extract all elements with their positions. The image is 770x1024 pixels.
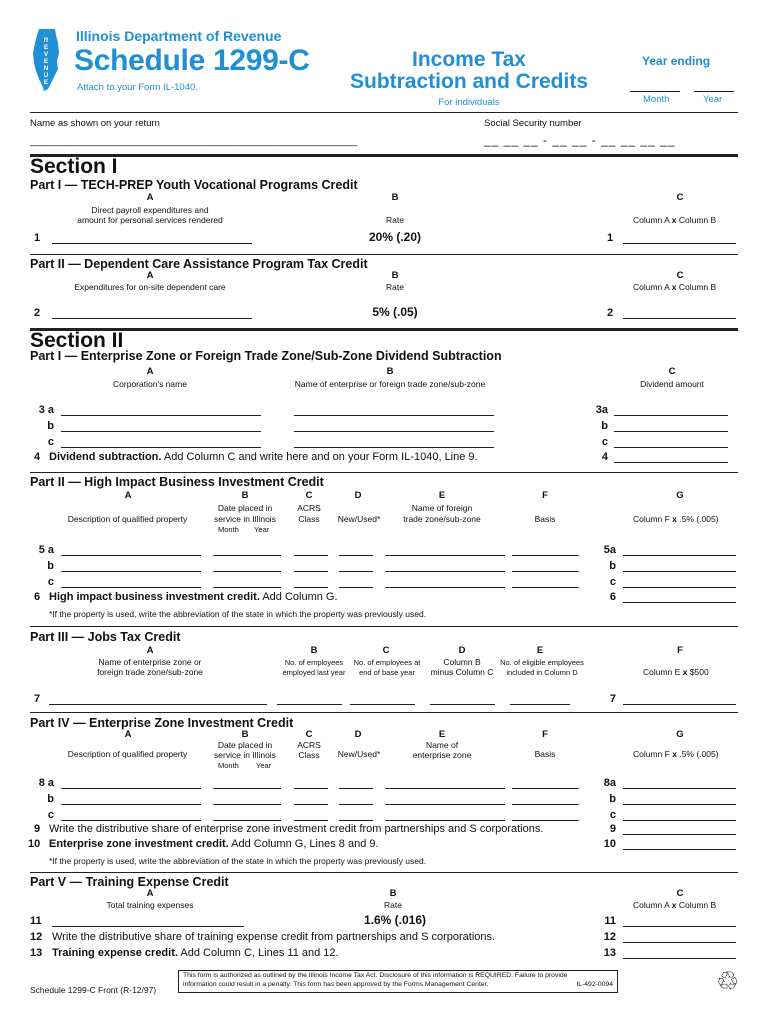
s1p1-col-c: C: [676, 192, 684, 203]
disclosure-line2: information could result in a penalty. This form has been approved by the Forms Management Center.: [183, 980, 489, 988]
s2p3-desc-e1: No. of eligible employees: [500, 658, 584, 667]
s2p2-col-b: B: [241, 490, 249, 501]
s2p2-footnote: *If the property is used, write the abbreviation of the state in which the property was previously used.: [49, 609, 427, 619]
s2p4-desc-e2: enterprise zone: [412, 750, 472, 760]
s2-line3c-label: c: [47, 436, 54, 448]
s2-line3c-zone[interactable]: [294, 447, 494, 448]
s1p2-desc-c: Column A x Column B: [633, 282, 717, 292]
disclosure-line2-row: [183, 981, 613, 990]
s2-line8b-newused[interactable]: [339, 804, 373, 805]
s2-line5b-date[interactable]: [213, 571, 281, 572]
s2-line3b-label: b: [47, 420, 54, 432]
s2-line9-amount[interactable]: [623, 834, 736, 835]
s2p4-col-a: A: [124, 729, 132, 740]
s2-line5a-label-g: 5a: [603, 544, 616, 556]
s2-line6-amount[interactable]: [623, 602, 736, 603]
s2-line8a-desc[interactable]: [61, 788, 201, 789]
s2-line8a-zone[interactable]: [385, 788, 505, 789]
s2-line12-amount[interactable]: [623, 942, 736, 943]
year-ending-label: Year ending: [642, 54, 711, 68]
s2-line10-number: 10: [28, 838, 41, 850]
s2-line8a-basis[interactable]: [512, 788, 579, 789]
for-individuals: For individuals: [438, 97, 500, 108]
s2-line8b-label-g: b: [609, 793, 616, 805]
s2-line4-label-c: 4: [601, 451, 608, 463]
s2-line9-number: 9: [34, 823, 41, 835]
s2p4-desc-f: Basis: [534, 749, 556, 759]
s2p4-desc-b1: Date placed in: [217, 740, 273, 750]
s2-line5a-amount[interactable]: [623, 555, 736, 556]
s2p1-col-a: A: [146, 366, 154, 377]
name-label: Name as shown on your return: [30, 118, 160, 129]
s2-line5b-desc[interactable]: [61, 571, 201, 572]
s2p3-desc-f: Column E x $500: [643, 667, 709, 677]
s1-line2-rate: 5% (.05): [372, 305, 418, 319]
ssn-label: Social Security number: [484, 118, 582, 129]
s2-line8a-label: 8 a: [38, 777, 54, 789]
s2p1-col-c: C: [668, 366, 676, 377]
form-title-line1: Income Tax: [412, 48, 526, 71]
s2-line5b-basis[interactable]: [512, 571, 579, 572]
s2-line6-text: High impact business investment credit. Add Column G.: [49, 591, 338, 603]
svg-text:E: E: [43, 58, 49, 65]
year-label: Year: [703, 94, 723, 105]
s1-line2-number: 2: [34, 307, 41, 319]
s2p2-desc-e1: Name of foreign: [411, 503, 473, 513]
s2-line3a-label: 3 a: [38, 404, 54, 416]
s2-line5a-newused[interactable]: [339, 555, 373, 556]
s2p3-desc-b1: No. of employees: [284, 658, 344, 667]
agency-name: Illinois Department of Revenue: [76, 28, 282, 44]
s2-line5c-zone[interactable]: [385, 587, 505, 588]
svg-text:E: E: [43, 44, 49, 51]
s2-line11-label-c: 11: [604, 915, 616, 927]
s2-line3b-label-c: b: [601, 420, 608, 432]
svg-text:R: R: [43, 37, 49, 44]
s1-line2-number-c: 2: [607, 307, 614, 319]
s2-line5b-amount[interactable]: [623, 571, 736, 572]
form-title-line2: Subtraction and Credits: [349, 70, 589, 93]
s2-line11-rate: 1.6% (.016): [363, 913, 427, 927]
s2-line5c-desc[interactable]: [61, 587, 201, 588]
s2-line8a-amount[interactable]: [623, 788, 736, 789]
s2-part4-title: Part IV — Enterprise Zone Investment Credit: [30, 716, 294, 730]
s2p4-col-e: E: [438, 729, 446, 740]
s1-part2-title: Part II — Dependent Care Assistance Program Tax Credit: [30, 257, 368, 271]
s2p2-col-f: F: [542, 490, 548, 501]
s2p4-desc-b-month: Month: [218, 761, 239, 770]
s2p4-desc-c1: ACRS: [297, 740, 321, 750]
s2-line5a-basis[interactable]: [512, 555, 579, 556]
s2-line8b-label: b: [47, 793, 54, 805]
s2p3-col-f: F: [677, 645, 683, 656]
s2-line3b-zone[interactable]: [294, 431, 494, 432]
s2p1-desc-b: Name of enterprise or foreign trade zone/sub-zone: [294, 379, 486, 389]
s2p4-col-b: B: [241, 729, 249, 740]
s2-line8c-newused[interactable]: [339, 820, 373, 821]
s2-line8c-amount[interactable]: [623, 820, 736, 821]
svg-text:N: N: [43, 65, 49, 72]
s2-line3c-corp[interactable]: [61, 447, 261, 448]
s1p1-desc-b: Rate: [386, 215, 404, 225]
s2-line8b-date[interactable]: [213, 804, 281, 805]
s1p2-desc-b: Rate: [386, 282, 404, 292]
s2-line3a-corp[interactable]: [61, 415, 261, 416]
s2-part3-title: Part III — Jobs Tax Credit: [30, 630, 181, 644]
s2p2-col-e: E: [438, 490, 446, 501]
s2-line5c-newused[interactable]: [339, 587, 373, 588]
s2-line5b-label: b: [47, 560, 54, 572]
s2p4-col-f: F: [542, 729, 548, 740]
s1-part1-title: Part I — TECH-PREP Youth Vocational Programs Credit: [30, 178, 358, 192]
s2p2-desc-a: Description of qualified property: [67, 514, 188, 524]
s2-part2-title: Part II — High Impact Business Investment Credit: [30, 475, 324, 489]
section-1-title: Section I: [30, 155, 118, 178]
s2-line8b-amount[interactable]: [623, 804, 736, 805]
s2p5-desc-c: Column A x Column B: [633, 900, 717, 910]
s2-line5a-zone[interactable]: [385, 555, 505, 556]
ssn-field[interactable]: __ __ __ - __ __ - __ __ __ __: [484, 133, 676, 147]
s2-line7-amount[interactable]: [623, 704, 736, 705]
s2-line5a-acrs[interactable]: [294, 555, 328, 556]
s1p2-col-c: C: [676, 270, 684, 281]
s2-line8b-acrs[interactable]: [294, 804, 328, 805]
s2-line3c-amount[interactable]: [614, 447, 728, 448]
s2p3-col-c: C: [382, 645, 390, 656]
s2-line3a-zone[interactable]: [294, 415, 494, 416]
s2p2-desc-c1: ACRS: [297, 503, 321, 513]
s2p2-desc-d: New/Used*: [337, 514, 381, 524]
s2-line5a-date[interactable]: [213, 555, 281, 556]
s2p3-desc-a1: Name of enterprise zone or: [98, 657, 202, 667]
s2-line3b-corp[interactable]: [61, 431, 261, 432]
s2-line5c-acrs[interactable]: [294, 587, 328, 588]
s1-line2-amount-a[interactable]: [52, 318, 252, 319]
s2p3-col-a: A: [146, 645, 154, 656]
s2-line9-text: Write the distributive share of enterprise zone investment credit from partnerships and S corporations.: [49, 823, 544, 835]
s2p2-desc-g: Column F x .5% (.005): [633, 514, 719, 524]
s2-line6-number: 6: [34, 591, 41, 603]
s2p4-col-g: G: [676, 729, 684, 740]
s2p3-col-b: B: [310, 645, 318, 656]
s2p2-desc-b2: service in Illinois: [214, 514, 276, 524]
s2p2-desc-b1: Date placed in: [217, 503, 273, 513]
s2-line5c-label: c: [47, 576, 54, 588]
s2-line8c-desc[interactable]: [61, 820, 201, 821]
s2p2-desc-c2: Class: [298, 514, 320, 524]
s2-line11-amount-c[interactable]: [623, 926, 736, 927]
s1p2-desc-a: Expenditures for on-site dependent care: [74, 282, 226, 292]
s2-line8c-basis[interactable]: [512, 820, 579, 821]
s2-line5a-desc[interactable]: [61, 555, 201, 556]
s2-line5c-basis[interactable]: [512, 587, 579, 588]
illinois-logo-icon: [30, 27, 62, 93]
s1p1-col-a: A: [146, 192, 154, 203]
s2-line5c-label-g: c: [609, 576, 616, 588]
s2-line5b-zone[interactable]: [385, 571, 505, 572]
s1p1-desc-c: Column A x Column B: [633, 215, 717, 225]
svg-text:V: V: [43, 51, 49, 58]
s2-line8c-date[interactable]: [213, 820, 281, 821]
s1p1-desc-a1: Direct payroll expenditures and: [91, 205, 209, 215]
s2-line12-text: Write the distributive share of training expense credit from partnerships and S corporations.: [52, 931, 496, 943]
s2p2-col-d: D: [354, 490, 362, 501]
disclosure-notice: [178, 970, 618, 993]
s2-line11-number: 11: [30, 915, 42, 927]
svg-text:U: U: [43, 72, 49, 79]
s2-line5b-label-g: b: [609, 560, 616, 572]
name-field[interactable]: ________________________________________________________: [30, 135, 358, 147]
s2p5-col-b: B: [389, 888, 397, 899]
s2-line8b-zone[interactable]: [385, 804, 505, 805]
s2p4-desc-e1: Name of: [425, 740, 459, 750]
s2p4-desc-d: New/Used*: [337, 749, 381, 759]
s2p4-desc-c2: Class: [298, 750, 320, 760]
s2-line7-employed[interactable]: [277, 704, 342, 705]
s2-line4-number: 4: [34, 451, 41, 463]
s2p5-col-c: C: [676, 888, 684, 899]
s2p3-col-d: D: [458, 645, 466, 656]
s2-line13-number: 13: [30, 947, 43, 959]
s2p3-desc-c1: No. of employees at: [353, 658, 421, 667]
s2-line8a-date[interactable]: [213, 788, 281, 789]
month-field[interactable]: [630, 91, 680, 92]
s2p3-desc-d1: Column B: [443, 657, 481, 667]
s2p5-desc-a: Total training expenses: [106, 900, 194, 910]
month-label: Month: [643, 94, 670, 105]
s2p3-desc-c2: end of base year: [359, 668, 415, 677]
section-2-title: Section II: [30, 329, 124, 352]
attach-note: Attach to your Form IL-1040.: [77, 82, 198, 93]
s2-part1-title: Part I — Enterprise Zone or Foreign Trade Zone/Sub-Zone Dividend Subtraction: [30, 349, 502, 363]
s2-line13-text: Training expense credit. Add Column C, Lines 11 and 12.: [52, 947, 339, 959]
s2-part5-title: Part V — Training Expense Credit: [30, 875, 229, 889]
s1-line1-amount-c[interactable]: [623, 243, 736, 244]
s2-line8c-zone[interactable]: [385, 820, 505, 821]
s2p2-desc-b-year: Year: [254, 525, 270, 534]
s1-line1-amount-a[interactable]: [52, 243, 252, 244]
s2p3-desc-d2: minus Column C: [430, 667, 494, 677]
s1-line2-amount-c[interactable]: [623, 318, 736, 319]
s2-line7-number: 7: [34, 693, 41, 705]
s2-line9-label-g: 9: [609, 823, 616, 835]
s2-line3b-amount[interactable]: [614, 431, 728, 432]
s2-line5a-label: 5 a: [38, 544, 54, 556]
s2p3-desc-a2: foreign trade zone/sub-zone: [97, 667, 203, 677]
s1-line1-number-c: 1: [607, 232, 614, 244]
s2p4-desc-g: Column F x .5% (.005): [633, 749, 719, 759]
s1-line1-number: 1: [34, 232, 41, 244]
form-id: Schedule 1299-C Front (R-12/97): [30, 985, 157, 995]
s2p4-desc-b2: service in Illinois: [214, 750, 276, 760]
s2-line7-eligible[interactable]: [510, 704, 570, 705]
recycle-icon: ♲: [716, 966, 740, 996]
s2-line10-text: Enterprise zone investment credit. Add Column G, Lines 8 and 9.: [49, 838, 379, 850]
s2-line8b-desc[interactable]: [61, 804, 201, 805]
s2-line3a-label-c: 3a: [595, 404, 608, 416]
s2-line8a-newused[interactable]: [339, 788, 373, 789]
s2-line8c-acrs[interactable]: [294, 820, 328, 821]
year-field[interactable]: [694, 91, 734, 92]
s2p2-desc-b-month: Month: [218, 525, 239, 534]
s2p3-desc-e2: included in Column D: [506, 668, 578, 677]
s2-line13-label-c: 13: [603, 947, 616, 959]
schedule-title: Schedule 1299-C: [74, 44, 310, 77]
s1p1-col-b: B: [391, 192, 399, 203]
s2p5-col-a: A: [146, 888, 154, 899]
s1-line1-rate: 20% (.20): [368, 230, 422, 244]
s2p4-footnote: *If the property is used, write the abbreviation of the state in which the property was previously used.: [49, 856, 427, 866]
s2p2-col-c: C: [305, 490, 313, 501]
s2p1-desc-c: Dividend amount: [640, 379, 704, 389]
s2p2-col-a: A: [124, 490, 132, 501]
s2-line3a-amount[interactable]: [614, 415, 728, 416]
s1p1-desc-a2: amount for personal services rendered: [77, 215, 223, 225]
s2-line5c-amount[interactable]: [623, 587, 736, 588]
s2-line7-zone[interactable]: [49, 704, 267, 705]
s2-line12-number: 12: [30, 931, 43, 943]
s2-line4-text: Dividend subtraction. Add Column C and write here and on your Form IL-1040, Line 9.: [49, 451, 478, 463]
s2-line6-label-g: 6: [609, 591, 616, 603]
s2-line8c-label: c: [47, 809, 54, 821]
svg-text:E: E: [43, 79, 49, 86]
s2-line8c-label-g: c: [609, 809, 616, 821]
s2p4-desc-b-year: Year: [256, 761, 272, 770]
s1p2-col-a: A: [146, 270, 154, 281]
s2-line3c-label-c: c: [601, 436, 608, 448]
s2p1-desc-a: Corporation's name: [113, 379, 187, 389]
s2p4-col-c: C: [305, 729, 313, 740]
s2p4-desc-a: Description of qualified property: [67, 749, 188, 759]
s2-line8a-label-g: 8a: [603, 777, 616, 789]
s2-line7-label-f: 7: [609, 693, 616, 705]
s2p4-col-d: D: [354, 729, 362, 740]
s2-line11-amount-a[interactable]: [52, 926, 244, 927]
s2p3-col-e: E: [536, 645, 544, 656]
s2p2-col-g: G: [676, 490, 684, 501]
s2p2-desc-f: Basis: [534, 514, 556, 524]
s2-line5c-date[interactable]: [213, 587, 281, 588]
s2-line4-amount[interactable]: [614, 462, 728, 463]
s2p2-desc-e2: trade zone/sub-zone: [403, 514, 481, 524]
s2-line13-amount[interactable]: [623, 958, 736, 959]
s2p5-desc-b: Rate: [384, 900, 402, 910]
form-code: IL-492-0094: [576, 980, 613, 988]
s2-line7-diff[interactable]: [430, 704, 495, 705]
s2p3-desc-b2: employed last year: [282, 668, 346, 677]
disclosure-line1: This form is authorized as outlined by the Illinois Income Tax Act. Disclosure of this information is REQUIRED. Failure to provide: [183, 972, 568, 979]
s2-line12-label-c: 12: [603, 931, 616, 943]
s2-line10-label-g: 10: [603, 838, 616, 850]
s2-line7-baseyear[interactable]: [350, 704, 415, 705]
s1p2-col-b: B: [391, 270, 399, 281]
s2-line8a-acrs[interactable]: [294, 788, 328, 789]
s2-line8b-basis[interactable]: [512, 804, 579, 805]
s2-line10-amount[interactable]: [623, 849, 736, 850]
s2p1-col-b: B: [386, 366, 394, 377]
s2-line5b-acrs[interactable]: [294, 571, 328, 572]
s2-line5b-newused[interactable]: [339, 571, 373, 572]
